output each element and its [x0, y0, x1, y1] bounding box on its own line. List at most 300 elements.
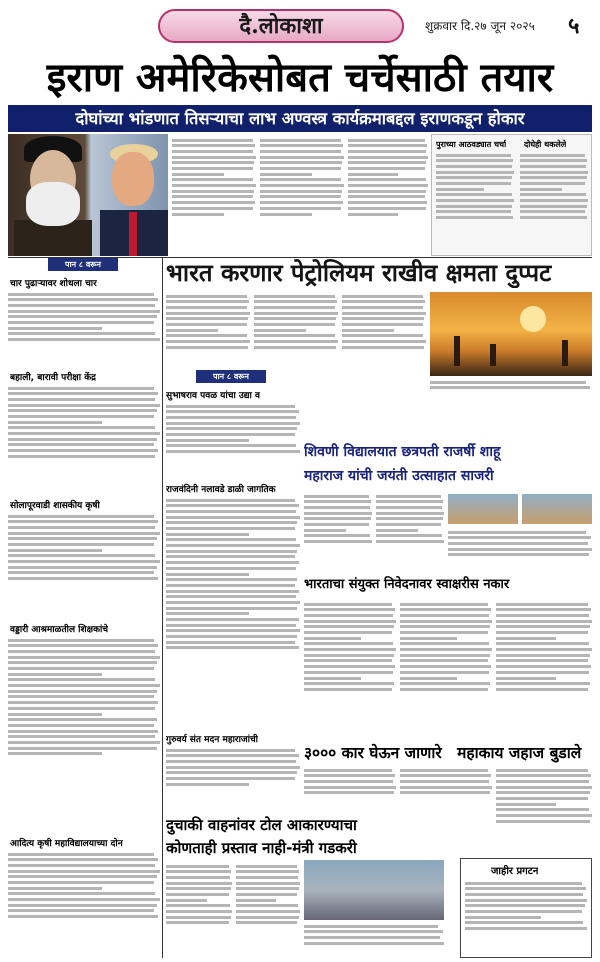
text-line [254, 300, 337, 303]
text-line [348, 178, 426, 181]
text-line [8, 747, 157, 750]
text-line [520, 193, 586, 196]
text-line [166, 916, 231, 919]
toll-body-col-2 [236, 862, 300, 958]
mid-body-3 [166, 746, 300, 810]
text-line [348, 167, 425, 170]
text-line [304, 930, 443, 933]
public-notice-body [465, 879, 587, 955]
text-line [304, 774, 395, 777]
text-line [304, 608, 395, 611]
text-line [8, 718, 157, 721]
text-line [8, 875, 157, 878]
text-line [342, 317, 424, 320]
text-line [236, 910, 300, 913]
text-line [166, 544, 300, 547]
text-line [236, 899, 276, 902]
shivaji-body-col-3 [448, 528, 592, 570]
text-line [172, 173, 224, 176]
text-line [304, 780, 393, 783]
text-line [448, 548, 592, 551]
public-notice-title: जाहीर प्रगटन [491, 866, 539, 877]
text-line [465, 927, 587, 930]
text-line [8, 577, 158, 580]
ship-headline-kicker: ३००० कार घेऊन जाणारे [304, 744, 442, 762]
lead-body-col-2 [260, 136, 344, 256]
text-line [520, 182, 585, 185]
event-photo-2 [522, 494, 592, 524]
continued-tag: पान ८ वरून [48, 258, 118, 271]
text-line [236, 870, 299, 873]
text-line [236, 876, 298, 879]
lead-headline: इराण अमेरिकेसोबत चर्चेसाठी तयार [46, 54, 554, 101]
text-line [172, 201, 255, 204]
text-line [254, 306, 335, 309]
text-line [304, 769, 392, 772]
text-line [8, 421, 102, 424]
text-line [166, 516, 300, 519]
text-line [172, 144, 255, 147]
text-line [8, 537, 157, 540]
text-line [166, 910, 232, 913]
text-line [166, 921, 229, 924]
text-line [166, 510, 296, 513]
text-line [304, 654, 394, 657]
text-line [8, 310, 160, 313]
petroleum-body-col-3 [342, 292, 426, 376]
india-body-col-2 [400, 600, 492, 740]
text-line [166, 555, 295, 558]
text-line [8, 315, 157, 318]
shivaji-headline-line-1: शिवणी विद्यालयात छत्रपती राजर्षी शाहू [304, 444, 501, 460]
text-line [496, 608, 591, 611]
text-line [166, 646, 299, 649]
text-line [8, 730, 158, 733]
text-line [166, 904, 230, 907]
left-head-2: बहाली, बारावी परीक्षा केंद्र [10, 373, 96, 383]
oil-photo-caption [430, 378, 592, 400]
text-line [166, 450, 300, 453]
text-line [8, 332, 155, 335]
text-line [496, 797, 588, 800]
text-line [400, 614, 489, 617]
mid-body-1 [166, 402, 300, 478]
text-line [400, 665, 491, 668]
text-line [304, 506, 370, 509]
left-column [8, 258, 160, 958]
text-line [166, 567, 296, 570]
text-line [520, 159, 587, 162]
text-line [166, 422, 300, 425]
text-line [8, 566, 157, 569]
photo-sun [520, 306, 546, 332]
text-line [260, 156, 344, 159]
text-line [8, 915, 158, 918]
text-line [166, 323, 247, 326]
text-line [376, 534, 442, 537]
text-line [8, 881, 154, 884]
text-line [400, 791, 490, 794]
text-line [304, 942, 444, 945]
text-line [166, 754, 299, 757]
newspaper-title-badge [158, 9, 404, 43]
text-line [166, 882, 232, 885]
text-line [304, 517, 371, 520]
text-line [400, 631, 488, 634]
text-line [436, 193, 512, 196]
text-line [304, 786, 396, 789]
side-story-title-b: दोघेही थकलेले [524, 140, 567, 149]
text-line [448, 542, 588, 545]
text-line [260, 150, 341, 153]
text-line [304, 682, 394, 685]
text-line [496, 803, 556, 806]
text-line [8, 327, 102, 330]
text-line [400, 769, 488, 772]
text-line [342, 334, 423, 337]
petroleum-headline: भारत करणार पेट्रोलियम राखीव क्षमता दुप्पट [166, 258, 552, 287]
text-line [8, 690, 157, 693]
text-line [8, 898, 160, 901]
text-line [436, 199, 514, 202]
text-line [166, 410, 299, 413]
newspaper-title: दै.लोकाशा [239, 13, 323, 39]
text-line [8, 392, 158, 395]
photo-tie [129, 212, 137, 256]
text-line [166, 865, 229, 868]
text-line [166, 312, 250, 315]
text-line [342, 323, 423, 326]
lead-body-col-3 [348, 136, 428, 256]
text-line [8, 443, 154, 446]
text-line [304, 665, 395, 668]
text-line [166, 590, 299, 593]
text-line [304, 540, 372, 543]
text-line [260, 190, 342, 193]
text-line [496, 603, 588, 606]
text-line [348, 161, 426, 164]
text-line [236, 893, 297, 896]
text-line [304, 637, 361, 640]
text-line [465, 887, 586, 890]
text-line [342, 340, 426, 343]
text-line [436, 205, 512, 208]
text-line [400, 625, 490, 628]
text-line [400, 637, 457, 640]
text-line [236, 882, 300, 885]
text-line [304, 677, 361, 680]
text-line [172, 167, 253, 170]
text-line [8, 870, 160, 873]
shivaji-body-col-1 [304, 492, 372, 570]
text-line [172, 150, 253, 153]
mid-head-1: सुभाषराव पवळ यांचा उद्या व [166, 391, 260, 401]
oil-field-photo [430, 292, 592, 376]
text-line [166, 635, 297, 638]
text-line [496, 659, 588, 662]
text-line [166, 749, 295, 752]
mid-body-2 [166, 496, 300, 728]
text-line [166, 870, 231, 873]
text-line [172, 190, 254, 193]
text-line [376, 529, 418, 532]
text-line [166, 578, 297, 581]
text-line [304, 925, 438, 928]
ship-body-col-1 [304, 766, 396, 812]
text-line [8, 887, 102, 890]
side-story-box [431, 134, 592, 256]
text-line [304, 631, 392, 634]
text-line [8, 678, 155, 681]
toll-body-col-3 [304, 922, 444, 958]
text-line [172, 178, 253, 181]
text-line [348, 213, 398, 216]
text-line [260, 207, 341, 210]
text-line [254, 346, 336, 349]
text-line [304, 603, 392, 606]
text-line [304, 512, 372, 515]
text-line [8, 404, 160, 407]
text-line [304, 625, 394, 628]
text-line [166, 766, 300, 769]
text-line [400, 659, 488, 662]
shivaji-headline [304, 440, 592, 490]
text-line [436, 165, 512, 168]
petroleum-body-col-2 [254, 292, 338, 376]
text-line [8, 707, 155, 710]
text-line [465, 899, 587, 902]
text-line [520, 165, 586, 168]
india-body-col-1 [304, 600, 396, 740]
text-line [348, 139, 425, 142]
text-line [436, 216, 513, 219]
text-line [496, 642, 589, 645]
text-line [400, 682, 490, 685]
text-line [376, 540, 444, 543]
text-line [304, 529, 346, 532]
text-line [172, 213, 224, 216]
text-line [465, 893, 583, 896]
text-line [304, 671, 393, 674]
text-line [8, 438, 157, 441]
text-line [8, 304, 155, 307]
lead-body-col-1 [172, 136, 256, 256]
text-line [348, 150, 426, 153]
text-line [260, 201, 343, 204]
text-line [166, 416, 296, 419]
shivaji-body-col-2 [376, 492, 444, 570]
text-line [496, 631, 588, 634]
text-line [304, 936, 440, 939]
text-line [172, 195, 253, 198]
text-line [436, 159, 513, 162]
lead-photo [8, 134, 168, 256]
text-line [430, 381, 586, 384]
text-line [172, 184, 256, 187]
text-line [8, 701, 158, 704]
text-line [166, 893, 229, 896]
text-line [166, 777, 295, 780]
text-line [496, 808, 589, 811]
text-line [260, 195, 341, 198]
text-line [166, 624, 296, 627]
text-line [236, 916, 299, 919]
text-line [8, 520, 158, 523]
text-line [465, 904, 585, 907]
text-line [400, 774, 491, 777]
text-line [436, 154, 511, 157]
left-head-5: आदित्य कृषी महाविद्यालयाच्या दोन [10, 839, 123, 849]
text-line [465, 910, 582, 913]
text-line [348, 144, 427, 147]
text-line [260, 161, 342, 164]
text-line [342, 312, 426, 315]
text-line [376, 495, 441, 498]
text-line [8, 543, 154, 546]
mid-head-3: गुरुवर्य संत मदन महाराजांची [166, 735, 259, 745]
text-line [166, 300, 249, 303]
text-line [8, 560, 160, 563]
photo-face-right [112, 152, 154, 206]
masthead [0, 0, 600, 52]
text-line [260, 139, 341, 142]
text-line [496, 814, 592, 817]
text-line [496, 682, 590, 685]
text-line [8, 639, 154, 642]
text-line [400, 677, 457, 680]
text-line [465, 882, 582, 885]
text-line [304, 791, 394, 794]
text-line [8, 650, 155, 653]
text-line [520, 216, 587, 219]
text-line [8, 853, 154, 856]
text-line [496, 620, 592, 623]
text-line [520, 171, 588, 174]
text-line [236, 921, 297, 924]
text-line [166, 504, 299, 507]
text-line [254, 312, 338, 315]
text-line [166, 783, 249, 786]
text-line [304, 523, 369, 526]
text-line [448, 536, 591, 539]
continued-tag-mid: पान ८ वरून [196, 370, 266, 383]
text-line [348, 201, 427, 204]
left-body-3 [8, 512, 160, 618]
text-line [376, 512, 444, 515]
text-line [8, 667, 154, 670]
text-line [342, 306, 423, 309]
text-line [166, 317, 248, 320]
text-line [166, 641, 295, 644]
text-line [496, 637, 556, 640]
text-line [254, 329, 306, 332]
text-line [8, 892, 155, 895]
text-line [166, 584, 295, 587]
text-line [260, 144, 343, 147]
text-line [400, 620, 492, 623]
text-line [166, 527, 295, 530]
text-line [172, 156, 256, 159]
text-line [400, 603, 488, 606]
text-line [376, 523, 441, 526]
public-notice-box [460, 858, 592, 958]
text-line [400, 671, 489, 674]
toll-headline-line-1: दुचाकी वाहनांवर टोल आकारण्याचा [166, 816, 357, 834]
text-line [400, 654, 490, 657]
left-body-4 [8, 636, 160, 816]
text-line [236, 904, 298, 907]
text-line [520, 176, 587, 179]
text-line [8, 644, 158, 647]
text-line [8, 321, 154, 324]
text-line [166, 607, 297, 610]
text-line [496, 614, 589, 617]
text-line [8, 293, 154, 296]
toll-body-col-1 [166, 862, 232, 958]
text-line [166, 887, 231, 890]
text-line [496, 791, 590, 794]
text-line [496, 654, 590, 657]
text-line [166, 340, 250, 343]
text-line [520, 199, 588, 202]
event-photo-1 [448, 494, 518, 524]
text-line [8, 549, 102, 552]
text-line [376, 517, 443, 520]
text-line [8, 554, 155, 557]
toll-headline-line-2: कोणताही प्रस्ताव नाही-मंत्री गडकरी [166, 839, 357, 857]
issue-date: शुक्रवार दि.२७ जून २०२५ [425, 19, 535, 33]
text-line [348, 184, 428, 187]
text-line [436, 182, 511, 185]
text-line [304, 495, 369, 498]
text-line [8, 532, 160, 535]
text-line [496, 677, 556, 680]
text-line [304, 688, 392, 691]
left-head-4: वड्डारी आश्रमाळतील शिक्षकांचे [10, 625, 109, 635]
text-line [496, 780, 589, 783]
text-line [8, 338, 160, 341]
mid-head-2: राजवंदिनी नलावडे डाळी जागतिक [166, 485, 276, 495]
column-divider [162, 258, 163, 958]
photo-beard [26, 182, 80, 226]
text-line [400, 688, 488, 691]
text-line [8, 752, 102, 755]
side-story-title-a: पुराच्या आठवड्यात चर्चा [436, 140, 507, 149]
text-line [260, 213, 312, 216]
text-line [520, 210, 585, 213]
ship-body-col-3 [496, 766, 592, 854]
text-line [236, 887, 299, 890]
ship-body-col-2 [400, 766, 492, 812]
text-line [436, 210, 511, 213]
left-body-1 [8, 290, 160, 366]
text-line [166, 550, 297, 553]
text-line [8, 526, 155, 529]
left-head-3: सोलापूरवाडी शासकीय कृषी [10, 501, 100, 511]
text-line [166, 760, 296, 763]
india-headline: भारताचा संयुक्त निवेदनावर स्वाक्षरीस नकार [304, 577, 510, 592]
text-line [8, 398, 155, 401]
petroleum-body-col-1 [166, 292, 250, 376]
text-line [8, 858, 158, 861]
text-line [254, 317, 336, 320]
text-line [8, 455, 155, 458]
side-story-body-b [520, 151, 588, 251]
text-line [304, 534, 370, 537]
text-line [236, 865, 297, 868]
text-line [8, 864, 155, 867]
text-line [400, 648, 492, 651]
